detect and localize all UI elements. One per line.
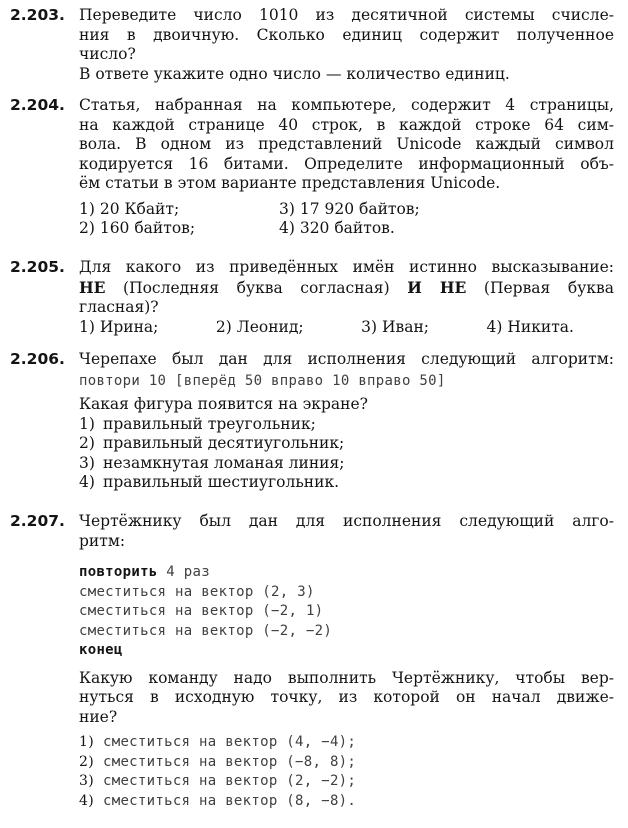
- command-3: сместиться на вектор (−2, −2): [79, 622, 333, 639]
- logic-and-not: И НЕ: [407, 277, 467, 297]
- option-3: 3) незамкнутая ломаная линия;: [79, 453, 345, 472]
- option-1: 1) сместиться на вектор (4, −4);: [79, 734, 357, 750]
- problem-text: Переведите число 1010 из десятичной системы счисле- ния в двоичную. Сколько единиц содержит полученное число? В ответе укажите одно число — количество единиц.: [79, 6, 614, 83]
- answer-options: [79, 318, 614, 338]
- command-1: сместиться на вектор (2, 3): [79, 583, 315, 600]
- problem-number: 2.206.: [10, 350, 65, 368]
- problem-text: Чертёжнику был дан для исполнения следующий алго- ритм: повторить 4 раз сместиться на вектор (2, 3) сместиться на вектор (−2, 1) сместиться на вектор (−2, −2) конец Какую команду надо выполнить Чертёжнику, чтобы вер- нуться в исходную точку, из которой он начал движе- ние? 1) сместиться на вектор (4, −4); 2) сместиться на вектор (−8, 8); 3) сместиться на вектор (2, −2); 4) сместиться на вектор (8, −8).: [79, 512, 614, 811]
- option-3: 3) Иван;: [361, 317, 430, 336]
- problem-2-207: [10, 512, 618, 811]
- problem-text: Черепахе был дан для исполнения следующий алгоритм: повтори 10 [вперёд 50 вправо 10 вправо 50] Какая фигура появится на экране? 1) правильный треугольник; 2) правильный десятиугольник; 3) незамкнутая ломаная линия; 4) правильный шестиугольник.: [79, 350, 614, 491]
- answer-options: [79, 415, 614, 493]
- option-4: 4) сместиться на вектор (8, −8).: [79, 792, 357, 809]
- option-3: 3) 17 920 байтов;: [279, 199, 420, 218]
- problem-text: Для какого из приведённых имён истинно высказывание: НЕ (Последняя буква согласная) И НЕ (Первая буква гласная)? 1) Ирина; 2) Леонид; 3) Иван; 4) Никита.: [79, 258, 614, 336]
- problem-number: 2.203.: [10, 6, 65, 24]
- option-1: 1) правильный треугольник;: [79, 414, 316, 433]
- logic-not: НЕ: [79, 277, 106, 297]
- option-2: 2) 160 байтов;: [79, 219, 196, 237]
- keyword-end: конец: [79, 642, 123, 658]
- command-2: сместиться на вектор (−2, 1): [79, 603, 324, 619]
- option-1: 1) Ирина;: [79, 317, 159, 336]
- algorithm-block: повторить 4 раз сместиться на вектор (2, 3) сместиться на вектор (−2, 1) сместиться на вектор (−2, −2) конец: [79, 563, 614, 661]
- option-2: 2) правильный десятиугольник;: [79, 434, 345, 452]
- problem-2-205: [10, 258, 618, 337]
- code-line: повтори 10 [вперёд 50 вправо 10 вправо 50]: [79, 372, 446, 389]
- option-2: 2) Леонид;: [215, 317, 304, 336]
- question: Какая фигура появится на экране?: [79, 395, 368, 413]
- answer-options: [79, 733, 614, 811]
- problem-text: Статья, набранная на компьютере, содержит 4 страницы, на каждой странице 40 строк, в каждой строке 64 сим- вола. В одном из представлений Unicode каждый символ кодируется 16 битами. Определите информационный объ- ём статьи в этом варианте представления Unicode. 1) 20 Кбайт; 3) 17 920 байтов; 2) 160 байтов; 4) 320 байтов.: [79, 96, 614, 237]
- problem-number: 2.204.: [10, 96, 65, 114]
- option-4: 4) Никита.: [486, 317, 574, 336]
- option-2: 2) сместиться на вектор (−8, 8);: [79, 753, 357, 770]
- problem-2-203: [10, 6, 618, 84]
- option-3: 3) сместиться на вектор (2, −2);: [79, 773, 357, 789]
- keyword-repeat: повторить: [79, 564, 158, 580]
- answer-options: [79, 200, 614, 239]
- problem-number: 2.205.: [10, 258, 65, 276]
- answer-instruction: В ответе укажите одно число — количество единиц.: [79, 64, 510, 83]
- option-1: 1) 20 Кбайт;: [79, 199, 180, 218]
- option-4: 4) 320 байтов.: [279, 219, 395, 237]
- problem-2-206: [10, 350, 618, 493]
- option-4: 4) правильный шестиугольник.: [79, 473, 340, 491]
- problem-2-204: [10, 96, 618, 239]
- problem-number: 2.207.: [10, 512, 65, 530]
